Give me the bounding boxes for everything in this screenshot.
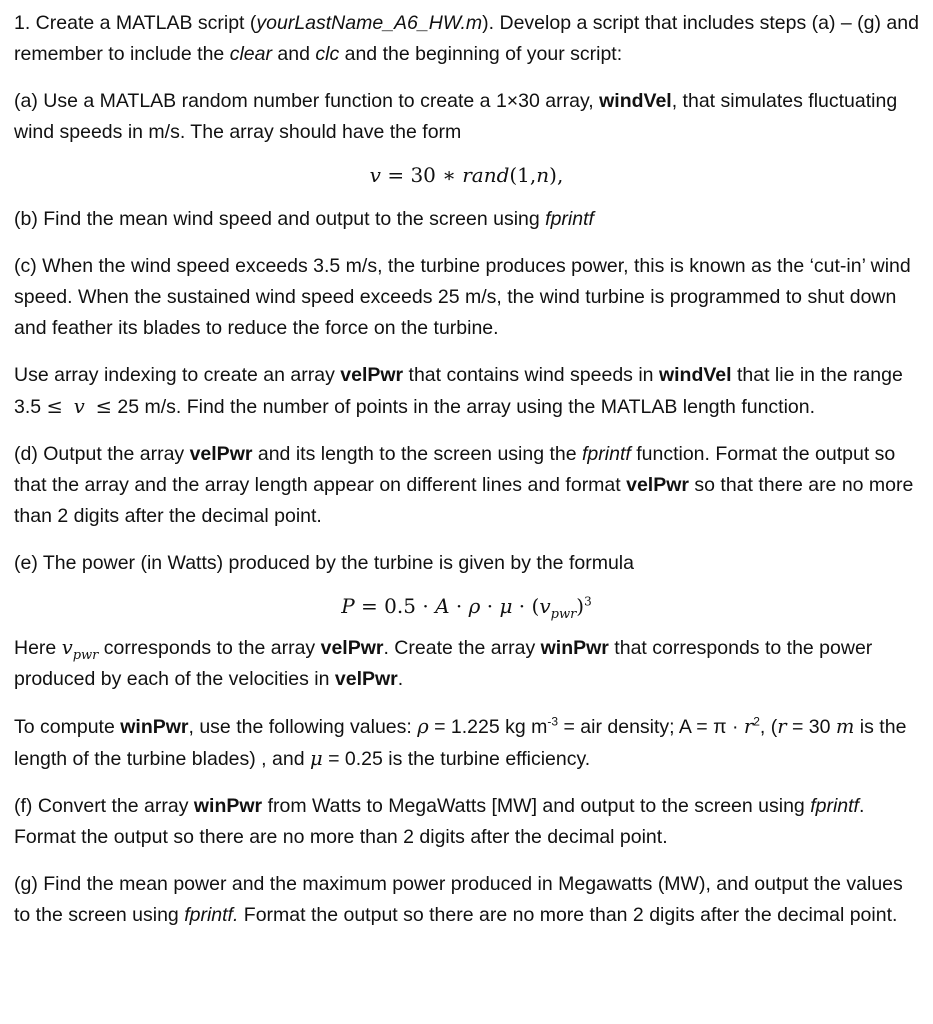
var-velpwr: velPwr	[626, 474, 689, 496]
fprintf-ref: fprintf.	[184, 904, 239, 926]
var-velpwr: velPwr	[189, 443, 253, 465]
fprintf-ref: fprintf	[582, 443, 631, 465]
equation-wind-velocity: v = 30 ∗ rand(1,n),	[369, 163, 564, 187]
equation-power: $P = 0.5 \cdot A \cdot \rho \cdot \mu \cdot (v_{pwr})^3$	[341, 594, 592, 622]
clc-command: clc	[315, 43, 340, 65]
script-filename: yourLastName_A6_HW.m	[256, 12, 483, 34]
var-velpwr: velPwr	[340, 364, 404, 386]
var-windvel: windVel	[599, 90, 672, 112]
part-f-text: (f) Convert the array winPwr from Watts to MegaWatts [MW] and output to the screen using fprintf. Format the output so there are no more than 2 digits after the decimal point.	[14, 795, 865, 848]
fprintf-ref: fprintf	[810, 795, 859, 817]
clear-command: clear	[229, 43, 272, 65]
var-velpwr: velPwr	[320, 637, 384, 659]
part-e-text: (e) The power (in Watts) produced by the turbine is given by the formula	[14, 552, 634, 574]
fprintf-ref: fprintf	[545, 208, 594, 230]
var-winpwr: winPwr	[120, 716, 189, 738]
var-velpwr: velPwr	[334, 668, 398, 690]
var-winpwr: winPwr	[540, 637, 609, 659]
part-e-winpwr-text: Here $v_{pwr}$ corresponds to the array velPwr. Create the array winPwr that corresponds to the power produced by each of the velocities in velPwr.	[14, 636, 873, 690]
var-winpwr: winPwr	[193, 795, 263, 817]
var-windvel: windVel	[658, 364, 732, 386]
part-e-values-text: To compute winPwr, use the following values: ρ = 1.225 kg $m^{-3}$ = air density; $A = \pi \cdot r^2$, (r = 30 m is the length of the turbine blades) , and μ = 0.25 is the turbine efficiency.	[14, 714, 907, 770]
part-c-text: (c) When the wind speed exceeds 3.5 m/s, the turbine produces power, this is known as the ‘cut-in’ wind speed. When the sustained wind speed exceeds 25 m/s, the wind turbine is programmed to shut down and feather its blades to reduce the force on the turbine.	[14, 255, 911, 339]
part-b-text: (b) Find the mean wind speed and output to the screen using fprintf	[14, 208, 594, 230]
assignment-document	[14, 8, 919, 931]
question-1-intro: 1. Create a MATLAB script (yourLastName_A6_HW.m). Develop a script that includes steps (a) – (g) and remember to include the clear and clc and the beginning of your script:	[14, 12, 919, 65]
part-a-text: (a) Use a MATLAB random number function to create a 1×30 array, windVel, that simulates fluctuating wind speeds in m/s. The array should have the form	[14, 90, 898, 143]
part-g-text: (g) Find the mean power and the maximum power produced in Megawatts (MW), and output the values to the screen using fprintf. Format the output so there are no more than 2 digits after the decimal point.	[14, 873, 903, 926]
part-c-indexing-text: Use array indexing to create an array velPwr that contains wind speeds in windVel that lie in the range 3.5 ≤ v ≤ 25 m/s. Find the number of points in the array using the MATLAB length function.	[14, 364, 903, 418]
part-d-text: (d) Output the array velPwr and its length to the screen using the fprintf function. Format the output so that the array and the array length appear on different lines and format velPwr so that there are no more than 2 digits after the decimal point.	[14, 443, 914, 527]
